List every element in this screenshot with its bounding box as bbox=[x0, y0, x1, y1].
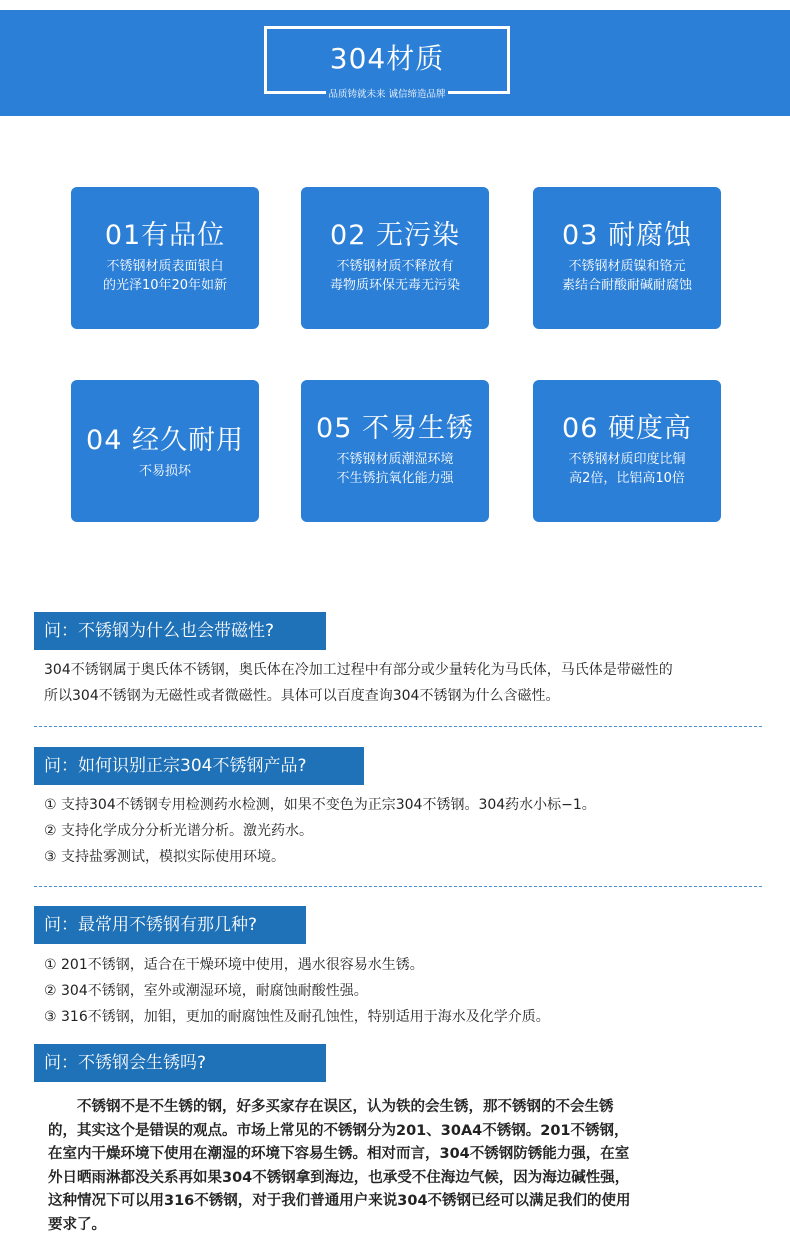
feature-desc-line: 不生锈抗氧化能力强 bbox=[336, 471, 454, 486]
feature-title: 01有品位 bbox=[104, 220, 226, 251]
faq-answer-line: 所以304不锈钢为无磁性或者微磁性。具体可以百度查询304不锈钢为什么含磁性。 bbox=[44, 688, 560, 704]
feature-title: 06 硬度高 bbox=[562, 413, 692, 444]
faq-answer-line: ③ 支持盐雾测试，模拟实际使用环境。 bbox=[44, 849, 285, 865]
feature-desc-line: 不锈钢材质潮湿环境 bbox=[336, 452, 454, 467]
faq-question-bar: 问：如何识别正宗304不锈钢产品? bbox=[34, 747, 364, 785]
feature-card-2 bbox=[301, 187, 489, 329]
feature-card-3 bbox=[533, 187, 721, 329]
feature-desc-line: 素结合耐酸耐碱耐腐蚀 bbox=[561, 278, 692, 293]
subtitle-wrap bbox=[264, 82, 510, 101]
feature-card-5 bbox=[301, 380, 489, 522]
feature-desc-line: 毒物质环保无毒无污染 bbox=[329, 278, 460, 293]
feature-desc-line: 不易损坏 bbox=[138, 464, 191, 479]
divider bbox=[34, 726, 762, 727]
header-banner bbox=[0, 10, 790, 116]
page-title: 304材质 bbox=[329, 42, 445, 75]
page-subtitle: 品质铸就未来 诚信缔造品牌 bbox=[328, 89, 446, 100]
feature-title: 04 经久耐用 bbox=[86, 425, 244, 456]
feature-title: 02 无污染 bbox=[330, 220, 460, 251]
faq-question-bar: 问：不锈钢为什么也会带磁性? bbox=[34, 612, 326, 650]
feature-desc-line: 的光泽10年20年如新 bbox=[102, 278, 228, 293]
feature-desc-line: 不锈钢材质印度比铜 bbox=[568, 452, 686, 467]
faq-question-bar: 问：不锈钢会生锈吗? bbox=[34, 1044, 326, 1082]
faq-question-bar: 问：最常用不锈钢有那几种? bbox=[34, 906, 306, 944]
faq-answer-line: ③ 316不锈钢，加钼，更加的耐腐蚀性及耐孔蚀性，特别适用于海水及化学介质。 bbox=[44, 1009, 550, 1025]
feature-desc-line: 不锈钢材质表面银白 bbox=[106, 259, 224, 274]
faq-answer-line: ① 支持304不锈钢专用检测药水检测，如果不变色为正宗304不锈钢。304药水小标−1。 bbox=[44, 797, 596, 813]
faq-answer-line: ② 支持化学成分分析光谱分析。激光药水。 bbox=[44, 823, 313, 839]
feature-card-6 bbox=[533, 380, 721, 522]
faq-answer-line: ① 201不锈钢，适合在干燥环境中使用，遇水很容易水生锈。 bbox=[44, 957, 424, 973]
feature-title: 05 不易生锈 bbox=[316, 413, 474, 444]
feature-card-1 bbox=[71, 187, 259, 329]
feature-card-4 bbox=[71, 380, 259, 522]
faq-answer-line: 304不锈钢属于奥氏体不锈钢，奥氏体在冷加工过程中有部分或少量转化为马氏体，马氏体是带磁性的 bbox=[44, 662, 673, 678]
feature-desc-line: 高2倍，比铝高10倍 bbox=[569, 471, 685, 486]
feature-title: 03 耐腐蚀 bbox=[562, 220, 692, 251]
subtitle-dash-left bbox=[317, 91, 323, 94]
subtitle-dash-right bbox=[451, 91, 457, 94]
feature-desc-line: 不锈钢材质不释放有 bbox=[336, 259, 454, 274]
faq-answer-paragraph: 不锈钢不是不生锈的钢，好多买家存在误区，认为铁的会生锈，那不锈钢的不会生锈的，其实这个是错误的观点。市场上常见的不锈钢分为201、30A4不锈钢。201不锈钢，在室内干燥环境下使用在潮湿的环境下容易生锈。相对而言，304不锈钢防锈能力强，在室外日晒雨淋都没关系再如果304不锈钢拿到海边，也承受不住海边气候，因为海边碱性强，这种情况下可以用316不锈钢，对于我们普通用户来说304不锈钢已经可以满足我们的使用要求了。 bbox=[48, 1099, 631, 1233]
faq-answer-line: ② 304不锈钢，室外或潮湿环境，耐腐蚀耐酸性强。 bbox=[44, 983, 368, 999]
divider bbox=[34, 886, 762, 887]
feature-desc-line: 不锈钢材质镍和铬元 bbox=[568, 259, 686, 274]
